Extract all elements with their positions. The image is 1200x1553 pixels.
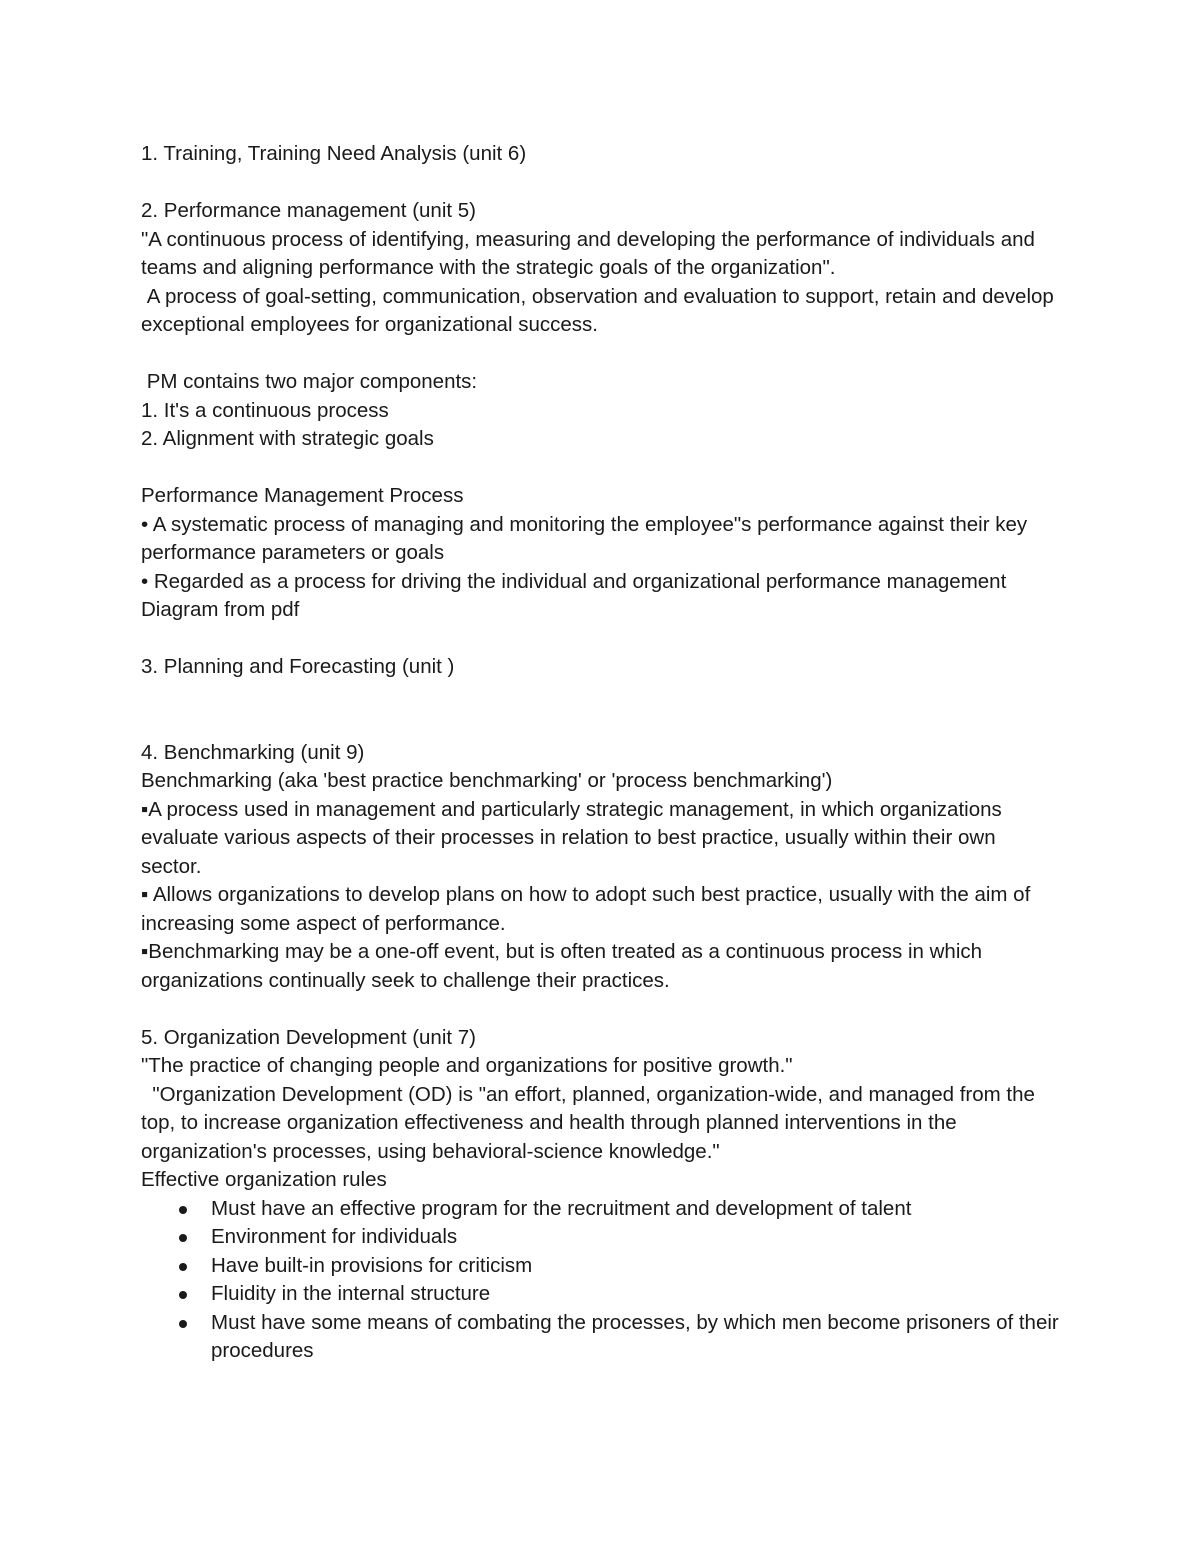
list-item: Environment for individuals [141,1223,1061,1252]
section-3-heading: 3. Planning and Forecasting (unit ) [141,655,455,678]
pm-definition-2: A process of goal-setting, communication, observation and evaluation to support, retain and develop exceptional employees for organizational success. [141,284,1060,336]
benchmarking-point-3: ▪Benchmarking may be a one-off event, but is often treated as a continuous process in which organizations continually seek to challenge their practices. [141,940,988,992]
document-body [141,140,1061,1366]
list-item: Fluidity in the internal structure [141,1280,1061,1309]
od-rules-title: Effective organization rules [141,1168,387,1191]
section-5-heading: 5. Organization Development (unit 7) [141,1025,477,1049]
pm-definition-1: "A continuous process of identifying, measuring and developing the performance of individuals and teams and aligning performance with the strategic goals of the organization". [141,227,1041,279]
pm-component-2: 2. Alignment with strategic goals [141,427,434,450]
od-quote-2: "Organization Development (OD) is "an effort, planned, organization-wide, and managed from the top, to increase organization effectiveness and health through planned interventions in the organization's processes, using behavioral-science knowledge." [141,1082,1041,1163]
od-rules-list [141,1195,1061,1366]
pm-process-point-1: • A systematic process of managing and monitoring the employee"s performance against their key performance parameters or goals [141,512,1033,564]
benchmarking-point-2: ▪ Allows organizations to develop plans on how to adopt such best practice, usually with the aim of increasing some aspect of performance. [141,883,1036,935]
pm-process-point-2: • Regarded as a process for driving the individual and organizational performance management [141,569,1007,593]
section-4-heading: 4. Benchmarking (unit 9) [141,740,365,764]
benchmarking-point-1: ▪A process used in management and particularly strategic management, in which organizations evaluate various aspects of their processes in relation to best practice, usually within their own sector. [141,797,1008,878]
section-2-heading: 2. Performance management (unit 5) [141,199,476,222]
pm-process-title: Performance Management Process [141,484,464,507]
pm-diagram-note: Diagram from pdf [141,598,300,621]
pm-component-1: 1. It's a continuous process [141,398,389,422]
section-1-heading: 1. Training, Training Need Analysis (unit 6) [141,142,527,165]
od-quote-1: "The practice of changing people and organizations for positive growth." [141,1054,793,1077]
list-item: Must have an effective program for the recruitment and development of talent [141,1195,1061,1224]
list-item: Must have some means of combating the processes, by which men become prisoners of their procedures [141,1309,1061,1366]
pm-components-intro: PM contains two major components: [141,370,478,393]
benchmarking-aka: Benchmarking (aka 'best practice benchmarking' or 'process benchmarking') [141,769,833,792]
list-item: Have built-in provisions for criticism [141,1252,1061,1281]
